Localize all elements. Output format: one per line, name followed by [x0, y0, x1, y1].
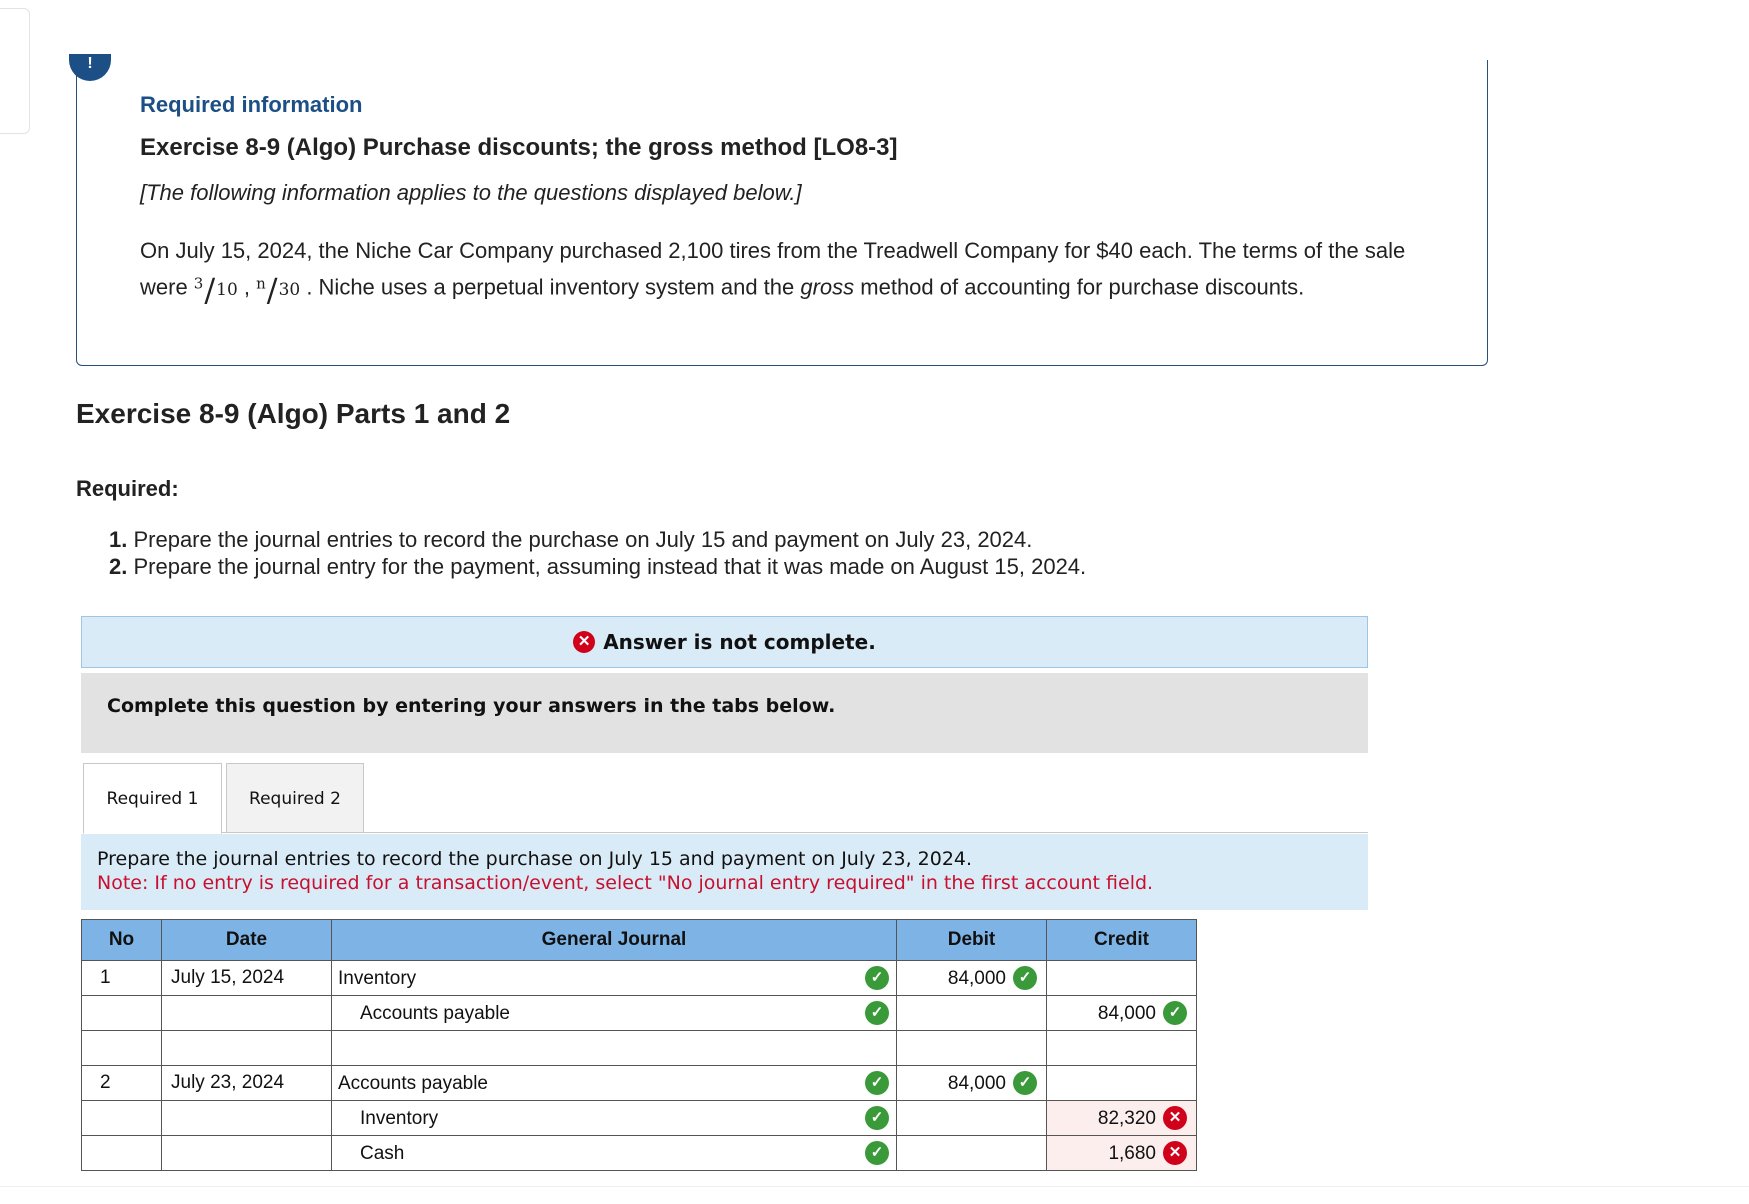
credit-input[interactable]: 84,000 ✓	[1047, 996, 1197, 1031]
paragraph-text-3: method of accounting for purchase discounts.	[854, 274, 1305, 300]
instructions-box	[81, 834, 1368, 910]
check-icon: ✓	[865, 966, 889, 990]
answer-status-text: Answer is not complete.	[603, 630, 876, 654]
tab-required-2[interactable]: Required 2	[226, 763, 364, 833]
date-select[interactable]: July 23, 2024	[162, 1066, 332, 1101]
journal-header-row	[82, 920, 1197, 961]
check-icon: ✓	[865, 1071, 889, 1095]
side-panel-tab[interactable]	[0, 8, 30, 134]
parts-title: Exercise 8-9 (Algo) Parts 1 and 2	[76, 398, 511, 429]
paragraph-text-1: On July 15, 2024, the Niche Car Company purchased 2,100 tires from the Treadwell Company for $40 each. The terms of the sale were	[140, 238, 1406, 300]
credit-input[interactable]	[1047, 1066, 1197, 1101]
account-select[interactable]: Inventory ✓	[332, 1101, 897, 1136]
check-icon: ✓	[1013, 966, 1037, 990]
header-general-journal: General Journal	[332, 920, 897, 961]
entry-no: 1	[82, 961, 162, 996]
required-info-heading: Required information	[140, 92, 363, 117]
info-icon: !	[69, 54, 111, 81]
required-label: Required:	[76, 476, 179, 501]
term-fraction-1: $^3$/10	[193, 270, 238, 309]
journal-table	[81, 919, 1197, 1171]
table-row	[82, 961, 1197, 996]
tab-required-1[interactable]: Required 1	[83, 763, 222, 834]
required-item: 1. Prepare the journal entries to record the purchase on July 15 and payment on July 23, 2024.	[109, 527, 1033, 552]
required-item: 2. Prepare the journal entry for the payment, assuming instead that it was made on August 15, 2024.	[109, 554, 1087, 579]
term-separator: ,	[237, 274, 257, 300]
date-select[interactable]	[162, 996, 332, 1031]
paragraph-text-2: . Niche uses a perpetual inventory system and the	[300, 274, 801, 300]
x-circle-icon: ✕	[1163, 1106, 1187, 1130]
term-fraction-2: $^n$/30	[256, 270, 301, 309]
check-icon: ✓	[865, 1106, 889, 1130]
account-select[interactable]: Accounts payable ✓	[332, 996, 897, 1031]
credit-input[interactable]: 1,680 ✕	[1047, 1136, 1197, 1171]
account-select[interactable]	[332, 1031, 897, 1066]
debit-input[interactable]	[897, 1031, 1047, 1066]
header-no: No	[82, 920, 162, 961]
problem-paragraph	[140, 235, 1440, 309]
header-date: Date	[162, 920, 332, 961]
credit-input[interactable]	[1047, 961, 1197, 996]
check-icon: ✓	[1013, 1071, 1037, 1095]
table-row	[82, 1136, 1197, 1171]
instructions-text: Prepare the journal entries to record the purchase on July 15 and payment on July 23, 2024.	[97, 848, 973, 870]
check-icon: ✓	[1163, 1001, 1187, 1025]
date-select[interactable]: July 15, 2024	[162, 961, 332, 996]
check-icon: ✓	[865, 1001, 889, 1025]
date-select[interactable]	[162, 1031, 332, 1066]
entry-no: 2	[82, 1066, 162, 1101]
entry-no	[82, 996, 162, 1031]
debit-input[interactable]: 84,000 ✓	[897, 1066, 1047, 1101]
date-select[interactable]	[162, 1101, 332, 1136]
entry-no	[82, 1136, 162, 1171]
table-row	[82, 1101, 1197, 1136]
complete-prompt-box	[81, 673, 1368, 753]
x-circle-icon: ✕	[573, 631, 595, 653]
entry-no	[82, 1101, 162, 1136]
debit-input[interactable]	[897, 996, 1047, 1031]
x-circle-icon: ✕	[1163, 1141, 1187, 1165]
header-credit: Credit	[1047, 920, 1197, 961]
debit-input[interactable]	[897, 1101, 1047, 1136]
credit-input[interactable]	[1047, 1031, 1197, 1066]
answer-status-banner	[81, 616, 1368, 668]
debit-input[interactable]	[897, 1136, 1047, 1171]
table-row	[82, 996, 1197, 1031]
account-select[interactable]: Accounts payable ✓	[332, 1066, 897, 1101]
check-icon: ✓	[865, 1141, 889, 1165]
table-row	[82, 1031, 1197, 1066]
header-debit: Debit	[897, 920, 1047, 961]
credit-input[interactable]: 82,320 ✕	[1047, 1101, 1197, 1136]
date-select[interactable]	[162, 1136, 332, 1171]
table-row	[82, 1066, 1197, 1101]
page-divider	[0, 1186, 1749, 1187]
tab-divider	[222, 832, 1368, 833]
paragraph-italic: gross	[800, 274, 855, 300]
applies-note: [The following information applies to the questions displayed below.]	[140, 180, 802, 205]
exercise-title: Exercise 8-9 (Algo) Purchase discounts; the gross method [LO8-3]	[140, 134, 898, 161]
account-select[interactable]: Cash ✓	[332, 1136, 897, 1171]
required-list	[109, 526, 1086, 580]
entry-no	[82, 1031, 162, 1066]
account-select[interactable]: Inventory ✓	[332, 961, 897, 996]
debit-input[interactable]: 84,000 ✓	[897, 961, 1047, 996]
instructions-note: Note: If no entry is required for a transaction/event, select "No journal entry required" in the first account field.	[97, 872, 1154, 894]
complete-prompt: Complete this question by entering your answers in the tabs below.	[107, 695, 836, 717]
